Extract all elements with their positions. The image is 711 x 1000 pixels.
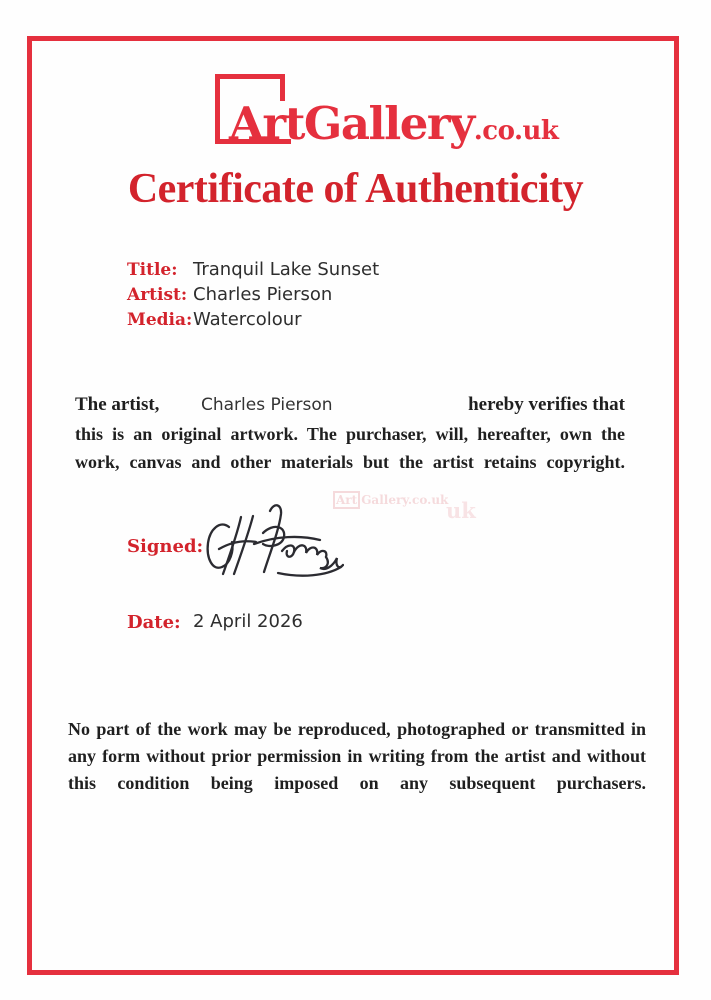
date-label: Date: bbox=[127, 612, 181, 633]
watermark-uk: uk bbox=[446, 498, 476, 523]
media-label: Media: bbox=[127, 310, 193, 330]
logo-gallery-text: Gallery bbox=[303, 97, 474, 150]
logo-square-icon bbox=[215, 74, 285, 79]
declaration-body: this is an original artwork. The purchaser, will, hereafter, own the work, canvas and other materials but the artist retains copyright. bbox=[75, 424, 625, 472]
copyright-notice: No part of the work may be reproduced, photographed or transmitted in any form without prior permission in writing from the artist and without this condition being imposed on any subsequent purchasers. bbox=[68, 719, 646, 793]
certificate-heading: Certificate of Authenticity bbox=[127, 166, 584, 212]
artist-label: Artist: bbox=[127, 285, 188, 305]
signed-label: Signed: bbox=[127, 536, 204, 557]
watermark-text: Gallery.co.uk bbox=[361, 493, 449, 507]
logo-square-icon bbox=[215, 74, 220, 144]
artgallery-logo bbox=[215, 74, 559, 150]
date-value: 2 April 2026 bbox=[193, 611, 303, 632]
title-label: Title: bbox=[127, 260, 178, 280]
artist-value: Charles Pierson bbox=[193, 284, 333, 305]
artwork-info bbox=[127, 259, 379, 331]
watermark-square-icon: Art bbox=[333, 491, 360, 509]
logo-tld-text: .co.uk bbox=[473, 116, 559, 146]
logo-art-text: Art bbox=[229, 97, 304, 150]
declaration-first-line bbox=[75, 392, 625, 418]
declaration-suffix: hereby verifies that bbox=[468, 394, 625, 415]
declaration-prefix: The artist, bbox=[75, 394, 160, 415]
media-value: Watercolour bbox=[193, 309, 302, 330]
logo-wordmark bbox=[229, 97, 559, 154]
signature-image bbox=[196, 497, 344, 585]
declaration-artist-name: Charles Pierson bbox=[201, 395, 333, 415]
title-value: Tranquil Lake Sunset bbox=[193, 259, 380, 280]
